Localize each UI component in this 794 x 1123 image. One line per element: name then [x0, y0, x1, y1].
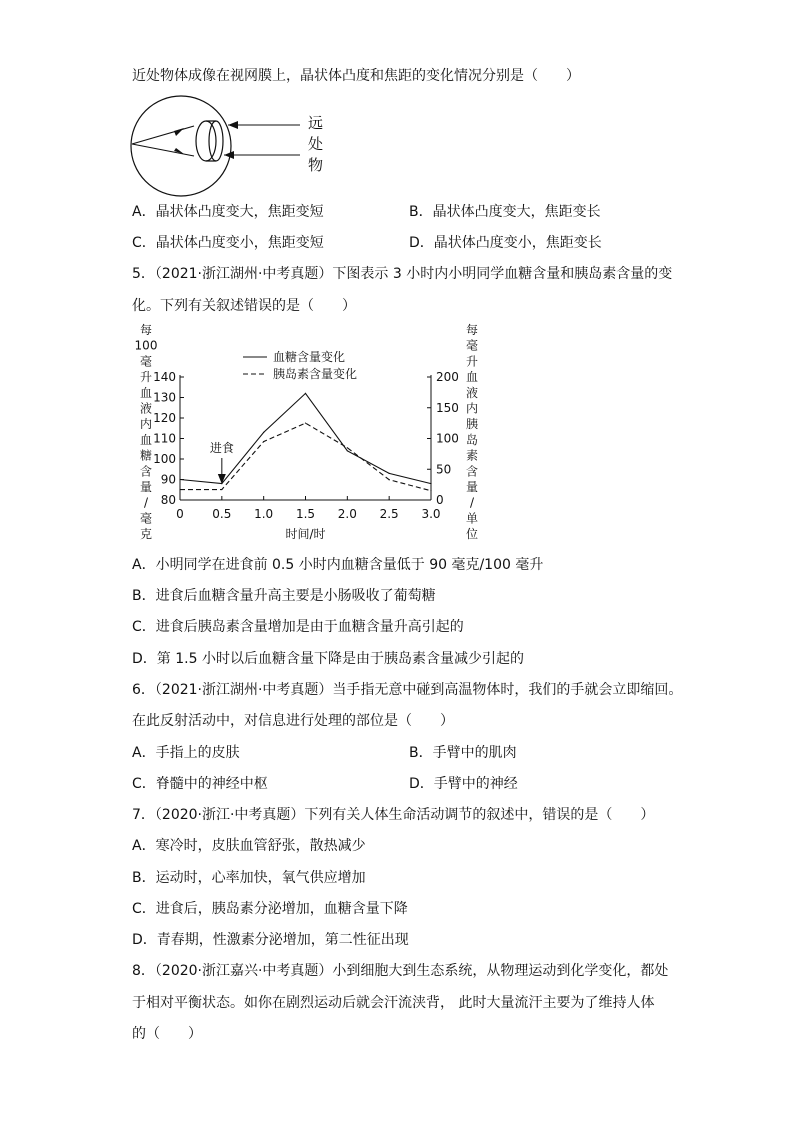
q6-option-b: B．手臂中的肌肉 — [409, 745, 517, 761]
q5-option-b: B．进食后血糖含量升高主要是小肠吸收了葡萄糖 — [132, 588, 436, 604]
x-axis-label: 时间/时 — [285, 527, 326, 541]
eye-diagram — [128, 94, 348, 204]
left-axis-label-char: 血 — [139, 385, 153, 400]
q6-option-c: C．脊髓中的神经中枢 — [132, 776, 268, 792]
left-axis-label-char: 毫 — [139, 511, 153, 526]
q4-option-d: D．晶状体凸度变小，焦距变长 — [409, 235, 602, 251]
left-axis-label-char: 量 — [139, 480, 153, 494]
q7-stem: 7．（2020·浙江·中考真题）下列有关人体生命活动调节的叙述中，错误的是（ ） — [132, 807, 655, 823]
right-axis-label-char: 位 — [465, 527, 479, 542]
right-axis-label-char: 含 — [465, 464, 479, 479]
q4-option-b: B．晶状体凸度变大，焦距变长 — [409, 204, 601, 220]
series-point — [389, 479, 390, 480]
q7-option-d: D．青春期，性激素分泌增加，第二性征出现 — [132, 932, 409, 948]
x-tick-label: 1.5 — [295, 507, 316, 521]
q7-option-c: C．进食后，胰岛素分泌增加，血糖含量下降 — [132, 901, 408, 917]
annotation-arrow-head — [218, 474, 226, 484]
series-point — [263, 441, 264, 442]
right-axis-label-char: 胰 — [465, 417, 479, 432]
q6-option-a: A．手指上的皮肤 — [132, 745, 240, 761]
insulin-series-line — [180, 423, 431, 491]
right-tick-label: 0 — [436, 493, 444, 507]
right-axis-label-char: 毫 — [465, 338, 479, 353]
q6-option-d: D．手臂中的神经 — [409, 776, 518, 792]
q6-stem-line1: 6．（2021·浙江湖州·中考真题）当手指无意中碰到高温物体时，我们的手就会立即缩回。 — [132, 682, 683, 698]
q8-stem-line3: 的（ ） — [132, 1026, 202, 1042]
right-axis-label-char: 单 — [465, 511, 479, 526]
series-point — [179, 489, 180, 490]
q5-option-c: C．进食后胰岛素含量增加是由于血糖含量升高引起的 — [132, 619, 464, 635]
left-axis-label-char: 糖 — [139, 448, 153, 463]
series-point — [430, 483, 431, 484]
right-tick-label: 50 — [436, 462, 452, 477]
q5-stem-line1: 5．（2021·浙江湖州·中考真题）下图表示 3 小时内小明同学血糖含量和胰岛素含量的变 — [132, 266, 673, 282]
left-tick-label: 130 — [153, 390, 176, 405]
left-axis-label-char: 每 — [139, 323, 153, 337]
right-axis-label-char: 内 — [465, 401, 479, 416]
lens-shape — [196, 121, 216, 161]
left-axis-label-char: 克 — [139, 527, 153, 542]
x-tick-label: 1.0 — [254, 507, 274, 521]
left-axis-label-char: 内 — [139, 417, 153, 432]
x-tick-label: 0 — [176, 507, 184, 521]
right-axis-label-char: / — [469, 495, 475, 510]
left-tick-label: 90 — [160, 472, 176, 487]
left-axis-label-char: / — [143, 495, 149, 510]
series-point — [347, 450, 348, 451]
right-axis-label-char: 素 — [465, 448, 479, 463]
figure-label-1: 远 — [308, 114, 324, 132]
right-tick-label: 100 — [436, 431, 459, 446]
left-tick-label: 140 — [153, 370, 176, 384]
right-axis-label-char: 量 — [465, 480, 479, 494]
q5-option-a: A．小明同学在进食前 0.5 小时内血糖含量低于 90 毫克/100 毫升 — [132, 557, 544, 573]
right-axis-label-char: 岛 — [465, 432, 479, 447]
series-point — [221, 489, 222, 490]
q7-option-b: B．运动时，心率加快，氧气供应增加 — [132, 870, 366, 886]
figure-label-3: 物 — [308, 156, 324, 174]
x-tick-label: 3.0 — [421, 507, 441, 521]
series-point — [305, 423, 306, 424]
q7-option-a: A．寒冷时，皮肤血管舒张，散热减少 — [132, 838, 366, 854]
left-tick-label: 100 — [153, 452, 176, 466]
left-axis-label-char: 毫 — [139, 354, 153, 369]
series-point — [430, 490, 431, 491]
left-axis-label-char: 血 — [139, 432, 153, 447]
q4-stem: 近处物体成像在视网膜上，晶状体凸度和焦距的变化情况分别是（ ） — [132, 68, 580, 84]
q6-stem-line2: 在此反射活动中，对信息进行处理的部位是（ ） — [132, 713, 454, 729]
q8-stem-line1: 8．（2020·浙江嘉兴·中考真题）小到细胞大到生态系统，从物理运动到化学变化，都处 — [132, 963, 669, 979]
glucose-series-line — [180, 393, 431, 483]
legend-label: 胰岛素含量变化 — [273, 367, 358, 381]
right-axis-label-char: 每 — [465, 323, 479, 337]
left-axis-label-char: 升 — [139, 370, 153, 385]
right-axis-label-char: 液 — [465, 385, 479, 400]
series-point — [263, 432, 264, 433]
left-tick-label: 80 — [160, 493, 176, 507]
right-axis-label-char: 升 — [465, 354, 479, 369]
legend-label: 血糖含量变化 — [273, 350, 346, 364]
q8-stem-line2: 于相对平衡状态。如你在剧烈运动后就会汗流浃背， 此时大量流汗主要为了维持人体 — [132, 995, 655, 1011]
left-tick-label: 110 — [153, 431, 176, 446]
annotation-label: 进食 — [209, 441, 234, 455]
left-tick-label: 120 — [153, 411, 176, 425]
q4-option-a: A．晶状体凸度变大，焦距变短 — [132, 204, 324, 220]
figure-label-2: 处 — [308, 135, 324, 153]
x-tick-label: 2.5 — [379, 507, 399, 521]
left-axis-label-char: 含 — [139, 464, 153, 479]
left-axis-label-char: 100 — [134, 338, 158, 353]
x-tick-label: 0.5 — [212, 507, 232, 521]
right-tick-label: 200 — [436, 370, 459, 384]
q4-option-c: C．晶状体凸度变小，焦距变短 — [132, 235, 324, 251]
series-point — [389, 473, 390, 474]
q5-option-d: D．第 1.5 小时以后血糖含量下降是由于胰岛素含量减少引起的 — [132, 651, 524, 667]
x-tick-label: 2.0 — [337, 507, 357, 521]
right-axis-label-char: 血 — [465, 370, 479, 385]
series-point — [347, 447, 348, 448]
right-tick-label: 150 — [436, 400, 459, 415]
q5-stem-line2: 化。下列有关叙述错误的是（ ） — [132, 298, 356, 314]
series-point — [179, 479, 180, 480]
glucose-insulin-chart — [120, 318, 500, 550]
left-axis-label-char: 液 — [139, 401, 153, 416]
series-point — [305, 393, 306, 394]
